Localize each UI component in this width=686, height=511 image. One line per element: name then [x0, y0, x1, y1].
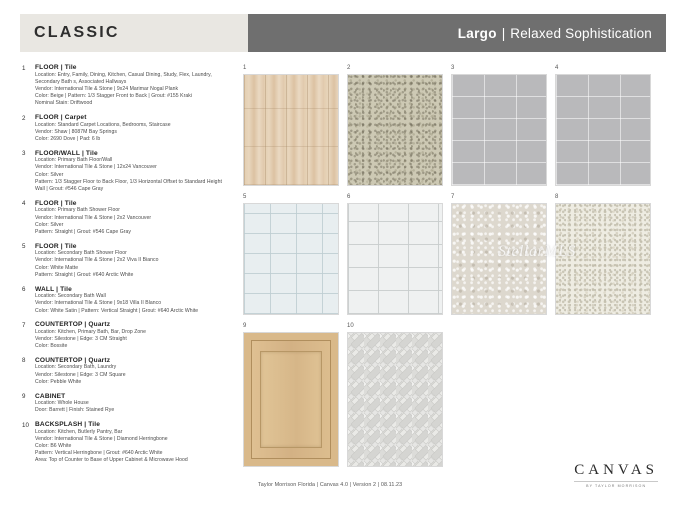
collection-name: Largo: [457, 25, 497, 41]
swatch-carpet: [347, 74, 443, 186]
canvas-logo: [574, 462, 658, 488]
spec-title: COUNTERTOP | Quartz: [35, 321, 111, 329]
spec-title: FLOOR | Tile: [35, 242, 77, 250]
swatch-white-mosaic-shower-floor-tile: [243, 203, 339, 315]
spec-body: [35, 421, 230, 465]
swatch-cell: [555, 193, 651, 315]
spec-line: Vendor: Silestone | Edge: 3 CM Square: [35, 371, 126, 378]
spec-number: 4: [22, 200, 26, 208]
swatch-herringbone-backsplash-tile: [347, 332, 443, 467]
spec-number: 7: [22, 321, 26, 329]
spec-title: BACKSPLASH | Tile: [35, 421, 101, 428]
spec-line: Vendor: Silestone | Edge: 3 CM Straight: [35, 335, 127, 342]
spec-number: 10: [22, 421, 29, 429]
spec-item: [22, 64, 230, 108]
swatch-number: 10: [347, 323, 354, 329]
spec-title: FLOOR | Tile: [35, 199, 77, 207]
swatch-number: 5: [243, 194, 247, 200]
grout-lines: [556, 75, 650, 185]
cabinet-door-panel: [260, 351, 322, 448]
spec-line: Location: Standard Carpet Locations, Bedrooms, Staircase: [35, 121, 171, 128]
swatch-white-quartz-countertop: [555, 203, 651, 315]
spec-line: Door: Barrett | Finish: Stained Rye: [35, 407, 115, 414]
watermark: StellarMLS: [498, 243, 576, 260]
spec-title: WALL | Tile: [35, 285, 72, 293]
swatch-number: 6: [347, 194, 351, 200]
spec-title: FLOOR/WALL | Tile: [35, 149, 98, 157]
spec-line: Location: Primary Bath Shower Floor: [35, 207, 120, 214]
spec-item: [22, 286, 230, 315]
brand-title: CLASSIC: [34, 24, 120, 41]
spec-line: Color: Beige | Pattern: 1/3 Stagger Front to Back | Grout: #155 Kraki: [35, 93, 193, 100]
swatch-cell: [451, 193, 547, 315]
spec-line: Nominal Stain: Driftwood: [35, 100, 93, 107]
swatch-grid: [243, 64, 663, 474]
swatch-cell: [243, 193, 339, 315]
swatch-cell: [347, 193, 443, 315]
swatch-number: 9: [243, 323, 247, 329]
spec-body: [35, 393, 230, 415]
collection-tagline: Relaxed Sophistication: [510, 25, 652, 41]
spec-body: [35, 200, 230, 236]
spec-item: [22, 243, 230, 279]
spec-item: [22, 200, 230, 236]
spec-title: FLOOR | Tile: [35, 64, 77, 71]
swatch-cell: [243, 64, 339, 186]
spec-line: Location: Kitchen, Primary Bath, Bar, Drop Zone: [35, 328, 147, 335]
spec-body: [35, 286, 230, 315]
spec-item: [22, 114, 230, 143]
spec-line: Color: White Satin | Pattern: Vertical Straight | Grout: #640 Arctic White: [35, 307, 199, 314]
spec-line: Color: 2690 Dove | Pad: 6 lb: [35, 136, 101, 143]
spec-line: Color: Bossite: [35, 343, 68, 350]
spec-title: COUNTERTOP | Quartz: [35, 356, 111, 364]
spec-number: 6: [22, 286, 26, 294]
spec-line: Pattern: 1/3 Stagger Floor to Back Floor, 1/3 Horizontal Offset to Standard Height Wall | Grout: #546 Cape Gray: [35, 178, 222, 193]
swatch-cell: [555, 64, 651, 186]
spec-line: Vendor: Shaw | 8087M Bay Springs: [35, 128, 117, 135]
header-brand-block: [20, 14, 248, 52]
spec-body: [35, 357, 230, 386]
swatch-cell: [243, 322, 339, 467]
logo-wordmark: CANVAS: [574, 462, 658, 478]
grout-lines: [348, 204, 442, 314]
spec-line: Location: Primary Bath Floor/Wall: [35, 157, 113, 164]
spec-line: Vendor: International Tile & Stone | 9x24 Marimar Nogal Plank: [35, 85, 179, 92]
swatch-number: 1: [243, 65, 247, 71]
spec-line: Location: Kitchen, Butlerly Pantry, Bar: [35, 428, 123, 435]
spec-item: [22, 393, 230, 415]
spec-line: Color: B6 White: [35, 442, 72, 449]
spec-line: Vendor: International Tile & Stone | 12x24 Vancouver: [35, 164, 157, 171]
herringbone-pattern-icon: [348, 333, 443, 467]
spec-body: [35, 64, 230, 108]
spec-line: Pattern: Straight | Grout: #546 Cape Gray: [35, 229, 131, 235]
swatch-beige-quartz-countertop: [451, 203, 547, 315]
swatch-number: 7: [451, 194, 455, 200]
spec-line: Vendor: International Tile & Stone | 2x2 Viva II Bianco: [35, 257, 159, 264]
swatch-grey-mosaic-shower-floor-tile: [555, 74, 651, 186]
spec-body: [35, 150, 230, 194]
footer-note: Taylor Morrison Florida | Canvas 4.0 | Version 2 | 08.11.23: [258, 482, 403, 488]
spec-line: Location: Entry, Family, Dining, Kitchen, Casual Dining, Study, Flex, Laundry, Secondary Bath s, Associated Hallways: [35, 71, 212, 85]
header-separator: |: [501, 25, 506, 41]
spec-line: Color: Pebble White: [35, 378, 82, 385]
spec-line: Vendor: International Tile & Stone | 2x2 Vancouver: [35, 214, 152, 221]
spec-line: Color: Silver: [35, 221, 64, 228]
spec-item: [22, 357, 230, 386]
grout-lines: [244, 204, 338, 314]
swatch-row: [243, 64, 663, 186]
spec-body: [35, 243, 230, 279]
header-collection-block: [248, 14, 666, 52]
swatch-cabinet-door: [243, 332, 339, 467]
spec-line: Location: Secondary Bath, Laundry: [35, 364, 117, 371]
spec-line: Pattern: Straight | Grout: #640 Arctic White: [35, 271, 134, 278]
spec-number: 1: [22, 64, 26, 72]
spec-number: 2: [22, 114, 26, 122]
spec-item: [22, 321, 230, 350]
spec-line: Vendor: International Tile & Stone | Diamond Herringbone: [35, 435, 168, 442]
swatch-number: 2: [347, 65, 351, 71]
spec-title: FLOOR | Carpet: [35, 114, 87, 122]
header: [20, 14, 666, 52]
swatch-number: 4: [555, 65, 559, 71]
specification-list: [22, 64, 230, 489]
swatch-cell: [347, 322, 443, 467]
spec-item: [22, 421, 230, 465]
spec-number: 3: [22, 150, 26, 158]
spec-line: Vendor: International Tile & Stone | 9x18 Villa II Blanco: [35, 300, 162, 307]
swatch-number: 8: [555, 194, 559, 200]
swatch-cell: [451, 64, 547, 186]
logo-subtitle: BY TAYLOR MORRISON: [586, 484, 647, 488]
spec-number: 8: [22, 357, 26, 365]
spec-line: Area: Top of Counter to Base of Upper Cabinet & Microwave Hood: [35, 457, 188, 464]
spec-item: [22, 150, 230, 194]
swatch-white-wall-tile: [347, 203, 443, 315]
spec-body: [35, 321, 230, 350]
swatch-grey-floor-wall-tile: [451, 74, 547, 186]
logo-divider: [574, 481, 658, 482]
swatch-row: [243, 193, 663, 315]
spec-title: CABINET: [35, 392, 66, 400]
spec-line: Location: Secondary Bath Wall: [35, 293, 106, 300]
grout-lines: [452, 75, 546, 185]
spec-line: Location: Whole House: [35, 400, 89, 407]
swatch-row: [243, 322, 663, 467]
spec-line: Pattern: Vertical Herringbone | Grout: #640 Arctic White: [35, 450, 163, 457]
spec-body: [35, 114, 230, 143]
swatch-cell: [347, 64, 443, 186]
spec-line: Location: Secondary Bath Shower Floor: [35, 250, 127, 257]
spec-number: 5: [22, 243, 26, 251]
swatch-number: 3: [451, 65, 455, 71]
spec-line: Color: Silver: [35, 171, 64, 178]
spec-line: Color: White Matte: [35, 264, 79, 271]
swatch-wood-plank-floor-tile: [243, 74, 339, 186]
spec-number: 9: [22, 393, 26, 401]
